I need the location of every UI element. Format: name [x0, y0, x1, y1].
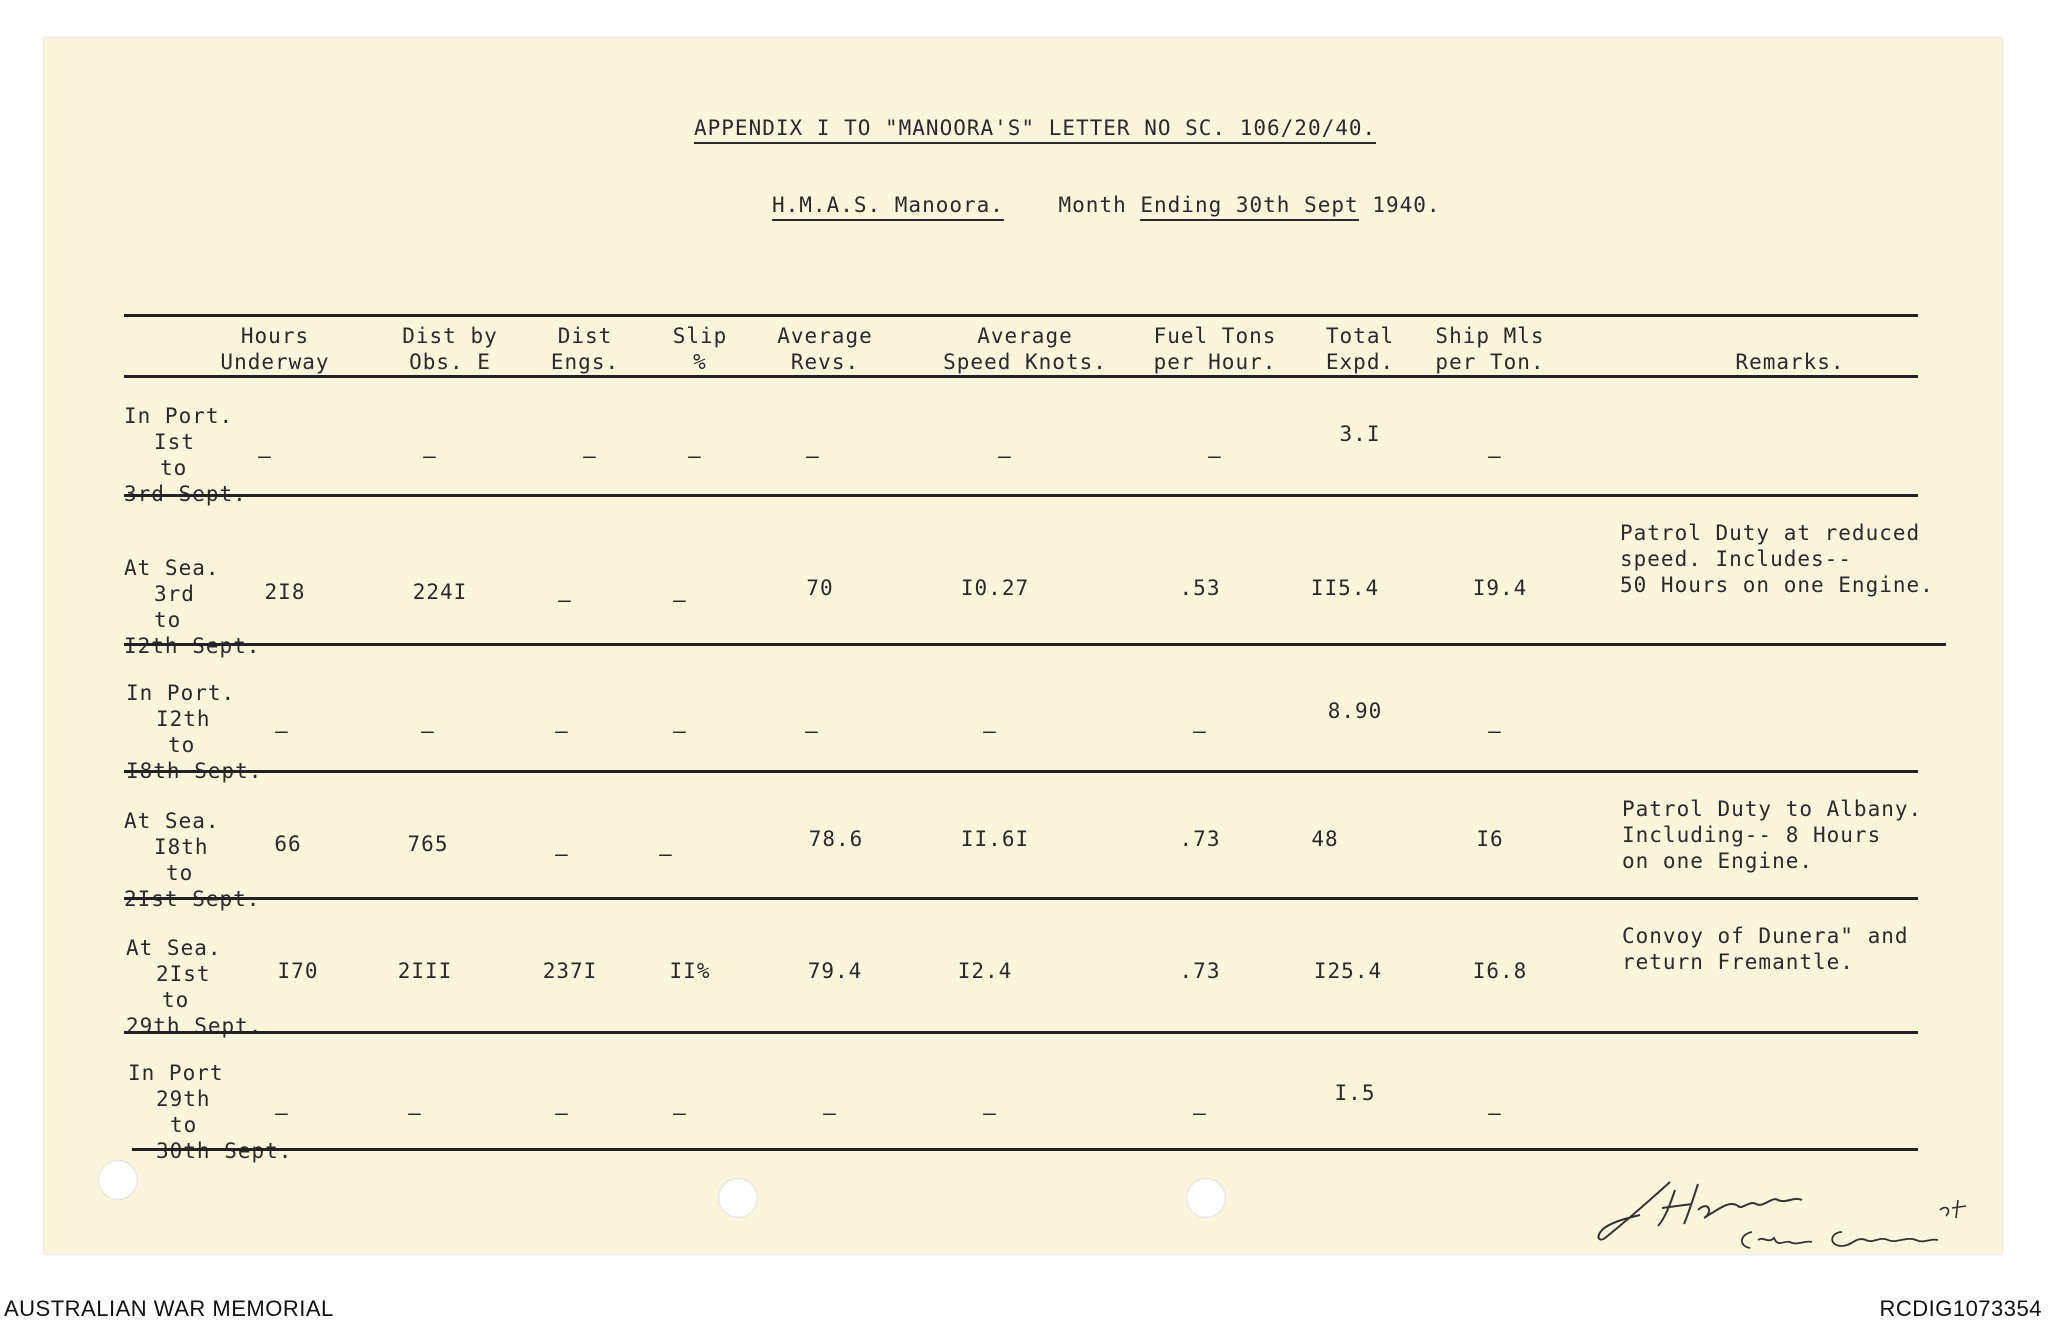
cell-total: 8.90	[1327, 699, 1383, 723]
cell-slip: –	[688, 444, 702, 468]
cell-avg-speed: I2.4	[957, 959, 1013, 983]
cell-dist-engs: –	[583, 444, 597, 468]
cell-slip: –	[659, 842, 673, 866]
footer-source: AUSTRALIAN WAR MEMORIAL	[4, 1296, 334, 1321]
row-rule	[124, 1031, 1918, 1034]
col-header-fuel: Fuel Tons per Hour.	[1153, 324, 1277, 374]
cell-dist-engs: 237I	[542, 959, 598, 983]
col-header-avg-revs: Average Revs.	[777, 324, 873, 374]
cell-fuel: .73	[1179, 827, 1221, 851]
cell-ship-mls: –	[1488, 1101, 1502, 1125]
cell-avg-revs: –	[806, 444, 820, 468]
cell-dist-obs: –	[423, 444, 437, 468]
row-rule	[124, 643, 1946, 646]
cell-dist-engs: –	[555, 1101, 569, 1125]
col-header-total: Total Expd.	[1325, 324, 1395, 374]
cell-hours: –	[275, 719, 289, 743]
cell-avg-speed: –	[983, 1101, 997, 1125]
month-ending: Ending 30th Sept	[1140, 193, 1358, 221]
punch-hole	[1186, 1178, 1226, 1218]
cell-total: II5.4	[1310, 576, 1380, 600]
row-period: At Sea. 2Ist to 29th Sept.	[126, 936, 263, 1038]
cell-avg-revs: 78.6	[808, 827, 864, 851]
row-rule	[124, 897, 1918, 900]
ship-name: H.M.A.S. Manoora.	[772, 193, 1004, 221]
cell-ship-mls: I6.8	[1472, 959, 1528, 983]
document-subtitle	[772, 192, 1441, 218]
cell-avg-revs: 70	[806, 576, 834, 600]
row-period: At Sea. 3rd to I2th Sept.	[124, 556, 261, 658]
col-header-avg-speed: Average Speed Knots.	[943, 324, 1107, 374]
cell-slip: –	[673, 719, 687, 743]
row-rule	[132, 1148, 1918, 1151]
row-rule	[124, 494, 1918, 497]
row-period: In Port. I2th to I8th Sept.	[126, 681, 263, 783]
cell-ship-mls: I6	[1476, 827, 1504, 851]
title-text: APPENDIX I TO "MANOORA'S" LETTER NO SC. 106/20/40.	[694, 116, 1376, 144]
punch-hole	[98, 1160, 138, 1200]
signature	[1580, 1160, 1980, 1260]
cell-hours: –	[258, 444, 272, 468]
col-header-hours: Hours Underway	[220, 324, 330, 374]
cell-total: 3.I	[1339, 422, 1381, 446]
cell-slip: –	[673, 1101, 687, 1125]
cell-remarks: Patrol Duty to Albany. Including-- 8 Hours on one Engine.	[1622, 797, 1923, 873]
cell-dist-engs: –	[555, 719, 569, 743]
cell-fuel: .73	[1179, 959, 1221, 983]
cell-avg-revs: –	[823, 1101, 837, 1125]
cell-fuel: –	[1193, 1101, 1207, 1125]
row-rule	[124, 770, 1918, 773]
col-header-ship-mls: Ship Mls per Ton.	[1435, 324, 1545, 374]
cell-remarks: Patrol Duty at reduced speed. Includes-- 50 Hours on one Engine.	[1620, 521, 1934, 597]
cell-avg-speed: II.6I	[960, 827, 1030, 851]
row-period: At Sea. I8th to 2Ist Sept.	[124, 809, 261, 911]
row-period: In Port. Ist to 3rd Sept.	[124, 404, 247, 506]
header-bottom-rule	[124, 375, 1918, 378]
row-period: In Port 29th to 30th Sept.	[128, 1061, 293, 1163]
col-header-slip: Slip %	[672, 324, 728, 374]
cell-dist-obs: –	[421, 719, 435, 743]
cell-hours: I70	[277, 959, 319, 983]
cell-dist-engs: –	[555, 842, 569, 866]
cell-fuel: –	[1208, 444, 1222, 468]
cell-fuel: .53	[1179, 576, 1221, 600]
cell-avg-revs: –	[805, 719, 819, 743]
document-sheet	[44, 38, 2002, 1254]
cell-total: 48	[1311, 827, 1339, 851]
cell-remarks: Convoy of Dunera" and return Fremantle.	[1622, 924, 1909, 974]
cell-dist-engs: –	[558, 588, 572, 612]
cell-ship-mls: I9.4	[1472, 576, 1528, 600]
cell-dist-obs: 2III	[397, 959, 453, 983]
cell-total: I.5	[1334, 1081, 1376, 1105]
cell-total: I25.4	[1313, 959, 1383, 983]
cell-fuel: –	[1193, 719, 1207, 743]
cell-slip: II%	[669, 959, 711, 983]
cell-dist-obs: 224I	[412, 580, 468, 604]
cell-avg-speed: –	[998, 444, 1012, 468]
cell-avg-speed: –	[983, 719, 997, 743]
cell-hours: 66	[274, 832, 302, 856]
punch-hole	[718, 1178, 758, 1218]
month-year: 1940.	[1358, 193, 1441, 217]
document-title	[694, 115, 1376, 141]
col-header-remarks: Remarks.	[1735, 350, 1845, 374]
footer-id: RCDIG1073354	[1879, 1296, 2042, 1321]
col-header-dist-engs: Dist Engs.	[550, 324, 620, 374]
cell-slip: –	[673, 588, 687, 612]
col-header-dist-obs: Dist by Obs. E	[402, 324, 498, 374]
cell-hours: 2I8	[264, 580, 306, 604]
cell-dist-obs: –	[408, 1101, 422, 1125]
cell-dist-obs: 765	[407, 832, 449, 856]
cell-avg-revs: 79.4	[807, 959, 863, 983]
cell-ship-mls: –	[1488, 719, 1502, 743]
header-top-rule	[124, 314, 1918, 317]
cell-hours: –	[275, 1101, 289, 1125]
month-prefix: Month	[1058, 193, 1141, 217]
cell-ship-mls: –	[1488, 444, 1502, 468]
cell-avg-speed: I0.27	[960, 576, 1030, 600]
